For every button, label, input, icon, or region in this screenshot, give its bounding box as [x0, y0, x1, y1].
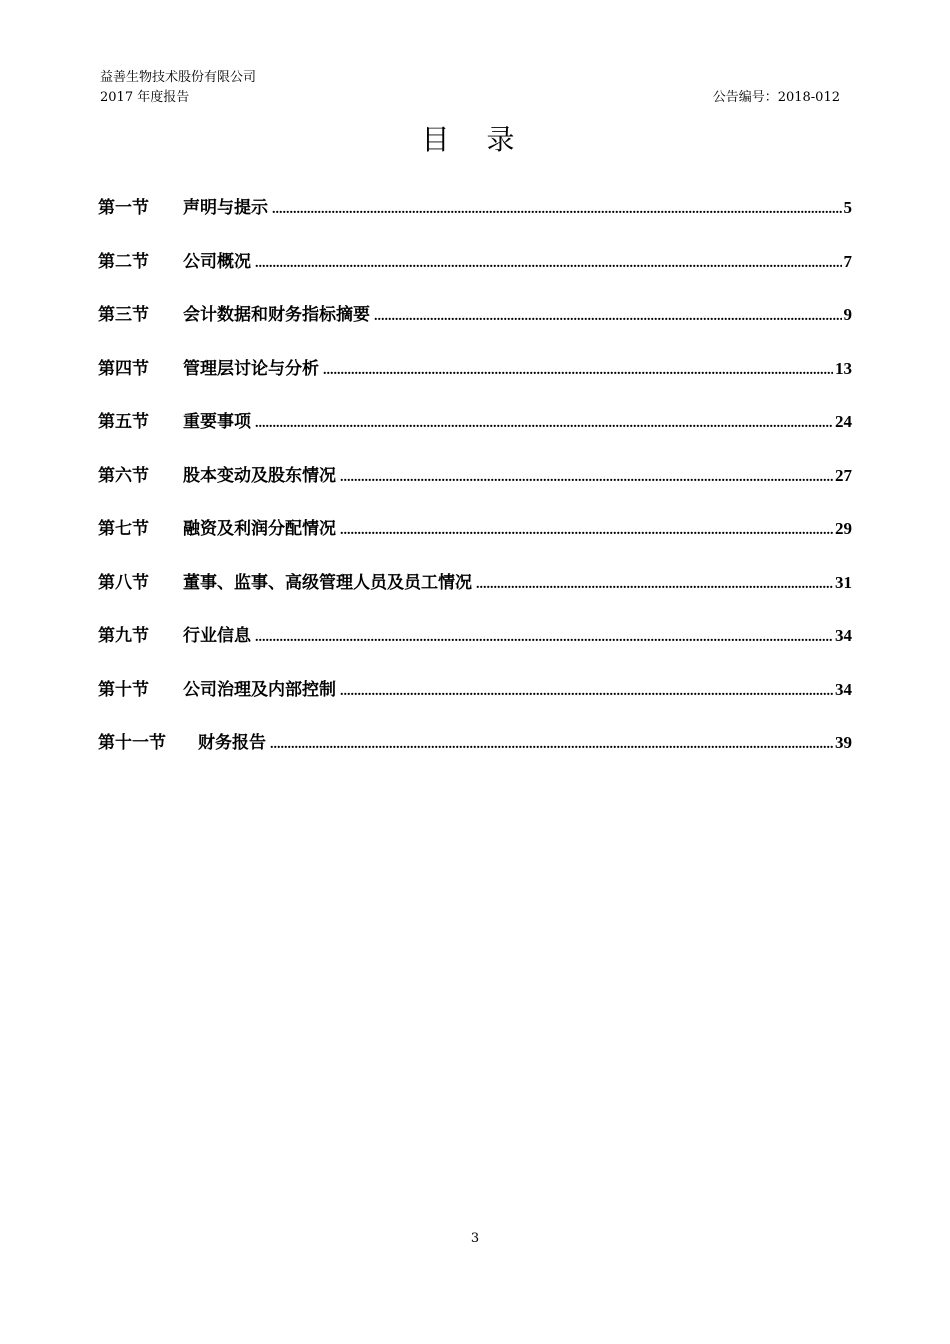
- toc-leader: [340, 470, 833, 486]
- toc-page: 9: [843, 305, 852, 324]
- toc-section: 第九节: [98, 626, 149, 646]
- company-name: 益善生物技术股份有限公司: [100, 70, 257, 85]
- table-of-contents: [98, 193, 852, 782]
- toc-item[interactable]: [98, 675, 852, 729]
- toc-section: 第六节: [98, 465, 149, 486]
- toc-item[interactable]: [98, 728, 852, 782]
- toc-item[interactable]: [98, 407, 852, 461]
- toc-item[interactable]: [98, 193, 852, 247]
- toc-section: 第二节: [98, 251, 149, 272]
- toc-page: 34: [835, 679, 852, 699]
- toc-section: 第八节: [98, 572, 149, 593]
- toc-leader: [255, 256, 842, 272]
- announcement-number: 公告编号：2018-012: [712, 90, 840, 105]
- toc-title: 重要事项: [183, 412, 251, 432]
- toc-page: 13: [835, 358, 852, 378]
- toc-page: 7: [843, 251, 852, 271]
- toc-page: 39: [835, 733, 852, 752]
- toc-item[interactable]: [98, 514, 852, 568]
- toc-title: 董事、监事、高级管理人员及员工情况: [183, 572, 472, 593]
- toc-page: 29: [835, 519, 852, 538]
- report-name: 2017 年度报告: [100, 90, 190, 105]
- toc-item[interactable]: [98, 354, 852, 408]
- toc-leader: [340, 523, 833, 539]
- toc-leader: [270, 737, 833, 753]
- toc-title: 股本变动及股东情况: [183, 465, 336, 486]
- toc-section: 第十节: [98, 679, 149, 700]
- toc-title: 管理层讨论与分析: [183, 358, 319, 379]
- toc-item[interactable]: [98, 300, 852, 354]
- toc-page: 34: [835, 626, 852, 645]
- toc-section: 第七节: [98, 519, 149, 539]
- toc-page: 27: [835, 465, 852, 485]
- toc-item[interactable]: [98, 461, 852, 515]
- toc-page: 31: [835, 572, 852, 592]
- toc-section: 第五节: [98, 412, 149, 432]
- toc-item[interactable]: [98, 568, 852, 622]
- toc-item[interactable]: [98, 247, 852, 301]
- toc-leader: [255, 416, 833, 432]
- toc-title: 公司治理及内部控制: [183, 679, 336, 700]
- toc-title: 融资及利润分配情况: [183, 519, 336, 539]
- toc-leader: [272, 202, 842, 218]
- toc-page: 24: [835, 412, 852, 431]
- toc-section: 第三节: [98, 305, 149, 325]
- toc-section: 第一节: [98, 198, 149, 218]
- toc-leader: [323, 363, 833, 379]
- toc-section: 第四节: [98, 358, 149, 379]
- toc-leader: [255, 630, 833, 646]
- page-number: 3: [470, 1231, 480, 1246]
- toc-leader: [340, 684, 833, 700]
- page-title: 目 录: [421, 123, 529, 156]
- toc-leader: [374, 309, 842, 325]
- toc-section: 第十一节: [98, 733, 166, 753]
- toc-title: 声明与提示: [183, 198, 268, 218]
- page-header: [100, 68, 840, 108]
- toc-item[interactable]: [98, 621, 852, 675]
- toc-title: 会计数据和财务指标摘要: [183, 305, 370, 325]
- toc-title: 公司概况: [183, 251, 251, 272]
- toc-leader: [476, 577, 833, 593]
- toc-title: 财务报告: [198, 733, 266, 753]
- toc-page: 5: [843, 198, 852, 217]
- toc-title: 行业信息: [183, 626, 251, 646]
